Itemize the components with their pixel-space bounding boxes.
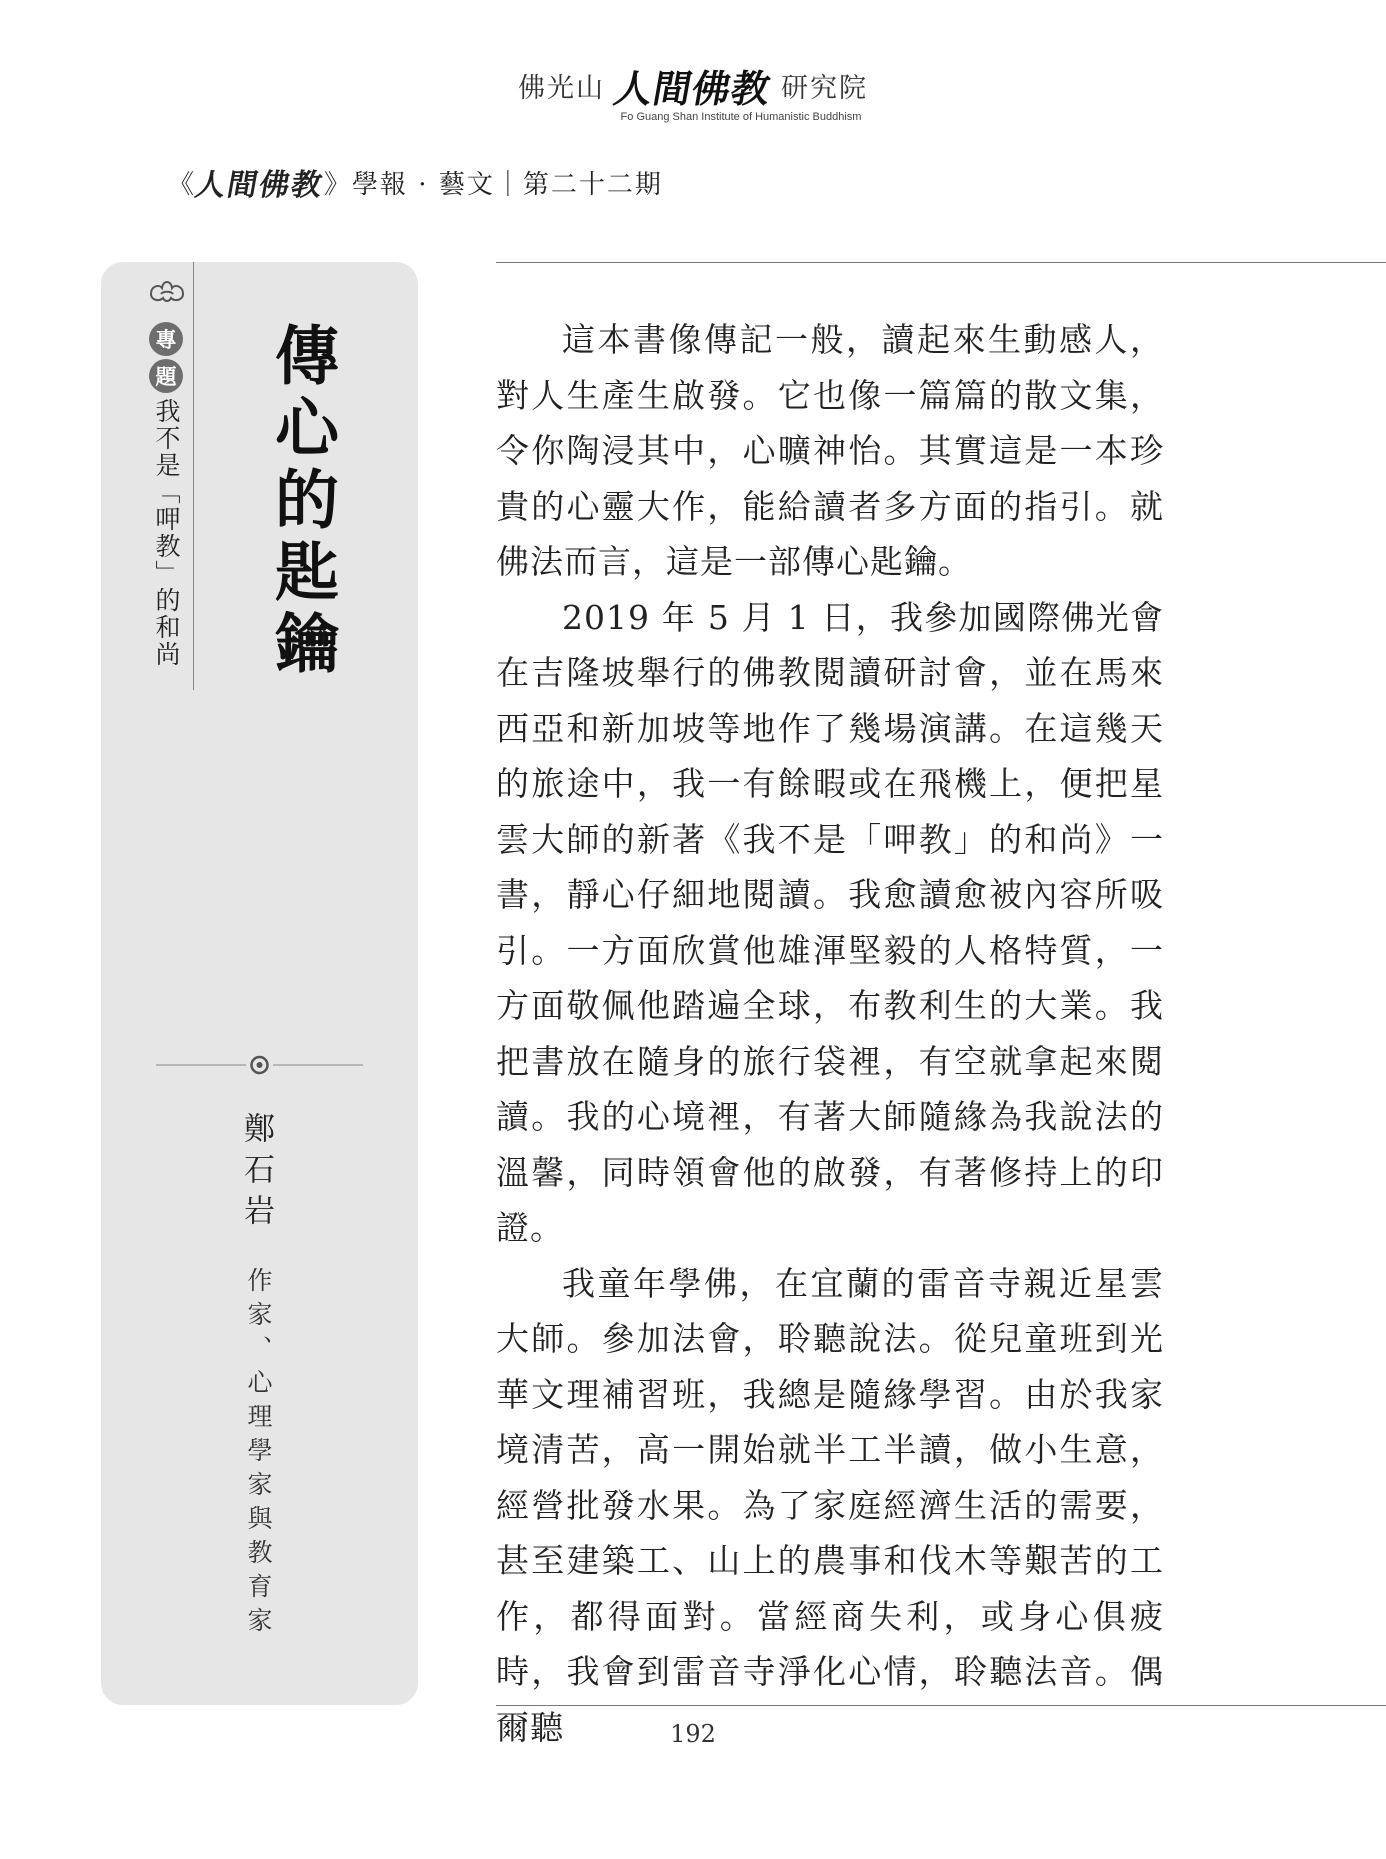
article-body: [496, 312, 1164, 1755]
institute-name-left: 佛光山: [517, 73, 605, 104]
journal-section-issue: 學報 · 藝文｜第二十二期: [352, 169, 663, 200]
institute-name-right: 研究院: [781, 73, 868, 104]
institute-brand-logo: 人間佛教: [610, 66, 775, 111]
journal-brand-logo: 人間佛教: [192, 168, 327, 203]
institute-header: [0, 58, 1386, 123]
body-paragraph: 這本書像傳記一般，讀起來生動感人，對人生產生啟發。它也像一篇篇的散文集，令你陶浸其中，心曠神怡。其實這是一本珍貴的心靈大作，能給讀者多方面的指引。就佛法而言，這是一部傳心匙鑰。: [496, 320, 1164, 581]
article-sidebar: [101, 262, 418, 1705]
journal-running-head: [168, 160, 663, 204]
cloud-ornament-icon: [147, 274, 187, 308]
journal-bracket-close: 》: [324, 169, 353, 200]
author-name: 鄭石岩: [238, 1112, 274, 1235]
topic-tag-char: 專: [149, 322, 183, 356]
institute-english-name: Fo Guang Shan Institute of Humanistic Buddhism: [620, 111, 862, 123]
page-number: 192: [670, 1720, 716, 1748]
body-paragraph: 2019 年 5 月 1 日，我參加國際佛光會在吉隆坡舉行的佛教閱讀研討會，並在馬來西亞和新加坡等地作了幾場演講。在這幾天的旅途中，我一有餘暇或在飛機上，便把星雲大師的新著《我不是「呷教」的和尚》一書，靜心仔細地閱讀。我愈讀愈被內容所吸引。一方面欣賞他雄渾堅毅的人格特質，一方面敬佩他踏遍全球，布教利生的大業。我把書放在隨身的旅行袋裡，有空就拿起來閱讀。我的心境裡，有著大師隨緣為我說法的溫馨，同時領會他的啟發，有著修持上的印證。: [496, 597, 1164, 1247]
bottom-rule: [496, 1705, 1386, 1706]
top-rule: [496, 262, 1386, 263]
journal-bracket-open: 《: [168, 169, 197, 200]
article-title: 傳心的匙鑰: [264, 322, 339, 682]
series-title: 我不是「呷教」的和尚: [152, 398, 181, 668]
author-role: 作家、心理學家與教育家: [244, 1267, 273, 1641]
sidebar-vertical-rule: [193, 262, 194, 690]
body-paragraph: 我童年學佛，在宜蘭的雷音寺親近星雲大師。參加法會，聆聽說法。從兒童班到光華文理補習班，我總是隨緣學習。由於我家境清苦，高一開始就半工半讀，做小生意，經營批發水果。為了家庭經濟生活的需要，甚至建築工、山上的農事和伐木等艱苦的工作，都得面對。當經商失利，或身心俱疲時，我會到雷音寺淨化心情，聆聽法音。偶爾聽: [496, 1263, 1164, 1747]
institute-name-line: [518, 58, 868, 113]
topic-tag-char: 題: [149, 359, 183, 393]
circle-divider-icon: [156, 1055, 363, 1075]
